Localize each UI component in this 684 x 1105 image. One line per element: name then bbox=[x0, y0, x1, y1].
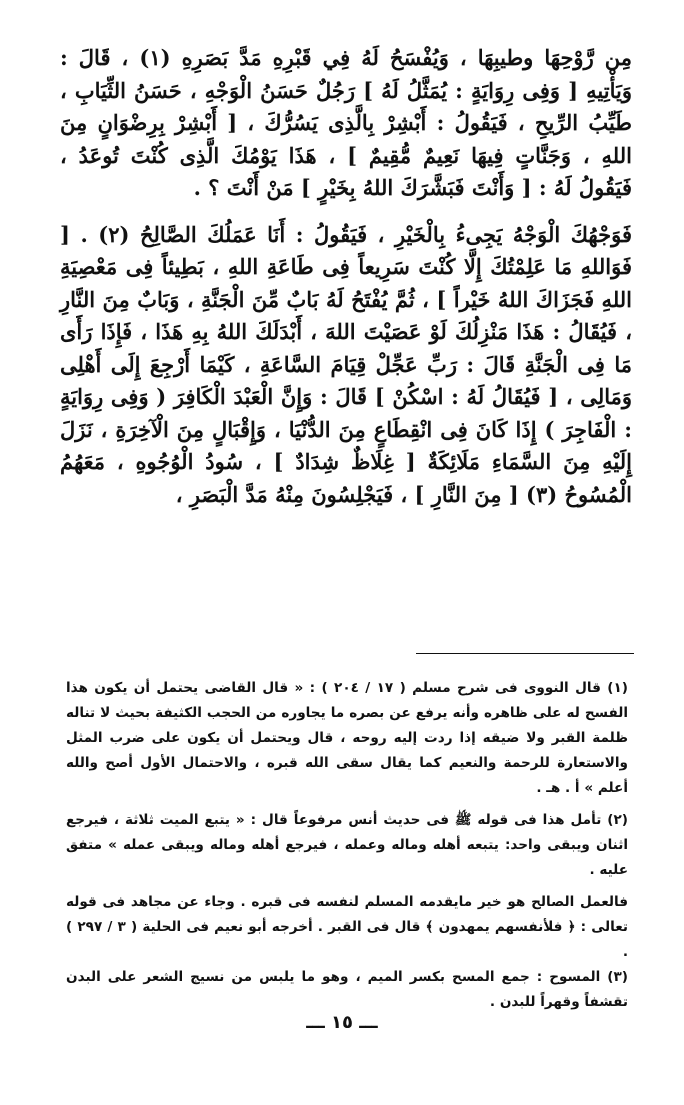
footnotes bbox=[66, 676, 628, 1015]
footnote-1: (١) قال النووى فى شرح مسلم ( ١٧ / ٢٠٤ ) : « قال القاضى يحتمل أن يكون هذا الفسح له على ظاهره وأنه يرفع عن بصره ما يجاوره من الحجب الكثيفة بحيث لا تناله ظلمة القبر ولا ضيقه إذا ردت إليه روحه ، قال ويحتمل أن يكون على ضرب المثل والاستعارة للرحمة والنعيم كما يقال سقى الله قبره ، والاحتمال الأول أصح والله أعلم » أ . هـ . bbox=[66, 680, 628, 796]
footnote-2: (٢) تأمل هذا فى قوله ﷺ فى حديث أنس مرفوعاً قال : « يتبع الميت ثلاثة ، فيرجع اثنان ويبقى واحد: يتبعه أهله وماله وعمله ، فيرجع أهله وماله ويبقى عمله » متفق عليه . bbox=[66, 812, 628, 878]
body-paragraph-2: فَوَجْهُكَ الْوَجْهُ يَجِىءُ بِالْخَيْرِ ، فَيَقُولُ : أَنَا عَمَلُكَ الصَّالِحُ (٢) . [ فَوَاللهِ مَا عَلِمْتُكَ إِلَّا كُنْتَ سَرِيعاً فِى طَاعَةِ اللهِ ، بَطِيئاً فِى مَعْصِيَةِ اللهِ فَجَزَاكَ اللهُ خَيْراً ] ، ثُمَّ يُفْتَحُ لَهُ بَابٌ مِّنَ الْجَنَّةِ ، وَبَابٌ مِنَ النَّارِ ، فَيُقَالُ : هَذَا مَنْزِلُكَ لَوْ عَصَيْتَ اللهَ ، أَبْدَلَكَ اللهُ بِهِ هَذَا ، فَإِذَا رَأَى مَا فِى الْجَنَّةِ قَالَ : رَبِّ عَجِّلْ قِيَامَ السَّاعَةِ ، كَيْمَا أَرْجِعَ إِلَى أَهْلِى وَمَالِى ، [ فَيُقَالُ لَهُ : اسْكُنْ ] قَالَ : وَإِنَّ الْعَبْدَ الْكَافِرَ ( وَفِى رِوَايَةٍ : الْفَاجِرَ ) إِذَا كَانَ فِى انْقِطَاعٍ مِنَ الدُّنْيَا ، وَإِقْبَالٍ مِنَ الْآخِرَةِ ، نَزَلَ إِلَيْهِ مِنَ السَّمَاءِ مَلَائِكَةٌ [ غِلَاظٌ شِدَادٌ ] ، سُودُ الْوُجُوهِ ، مَعَهُمُ الْمُسُوحُ (٣) [ مِنَ النَّارِ ] ، فَيَجْلِسُونَ مِنْهُ مَدَّ الْبَصَرِ ، bbox=[60, 221, 632, 507]
footnote-2-continued: فالعمل الصالح هو خير مايقدمه المسلم لنفسه فى قبره . وجاء عن مجاهد فى قوله تعالى : ﴿ فلأنفسهم يمهدون ﴾ قال فى القبر . أخرجه أبو نعيم فى الحلية ( ٣ / ٢٩٧ ) . bbox=[66, 894, 628, 960]
body-paragraph-1: مِن رَّوْحِهَا وطيبِهَا ، وَيُفْسَحُ لَهُ فِي قَبْرِهِ مَدَّ بَصَرِهِ (١) ، قَالَ : وَيَأْتِيهِ [ وَفِى رِوَايَةٍ : يُمَثَّلُ لَهُ ] رَجُلٌ حَسَنُ الْوَجْهِ ، حَسَنُ الثِّيَابِ ، طَيِّبُ الرِّيحِ ، فَيَقُولُ : أَبْشِرْ بِالَّذِى يَسُرُّكَ ، [ أَبْشِرْ بِرِضْوَانٍ مِنَ اللهِ ، وَجَنَّاتٍ فِيهَا نَعِيمٌ مُّقِيمٌ ] ، هَذَا يَوْمُكَ الَّذِى كُنْتَ تُوعَدُ ، فَيَقُولُ لَهُ : [ وَأَنْتَ فَبَشَّرَكَ اللهُ بِخَيْرٍ ] مَنْ أَنْتَ ؟ . bbox=[60, 45, 632, 200]
footnote-3: (٣) المسوح : جمع المسح بكسر الميم ، وهو ما يلبس من نسيج الشعر على البدن تقشفاً وقهراً للبدن . bbox=[66, 969, 628, 1010]
footnote-divider bbox=[416, 653, 634, 654]
main-text bbox=[60, 42, 632, 511]
page-number: ـــ ١٥ ـــ bbox=[306, 1012, 378, 1033]
